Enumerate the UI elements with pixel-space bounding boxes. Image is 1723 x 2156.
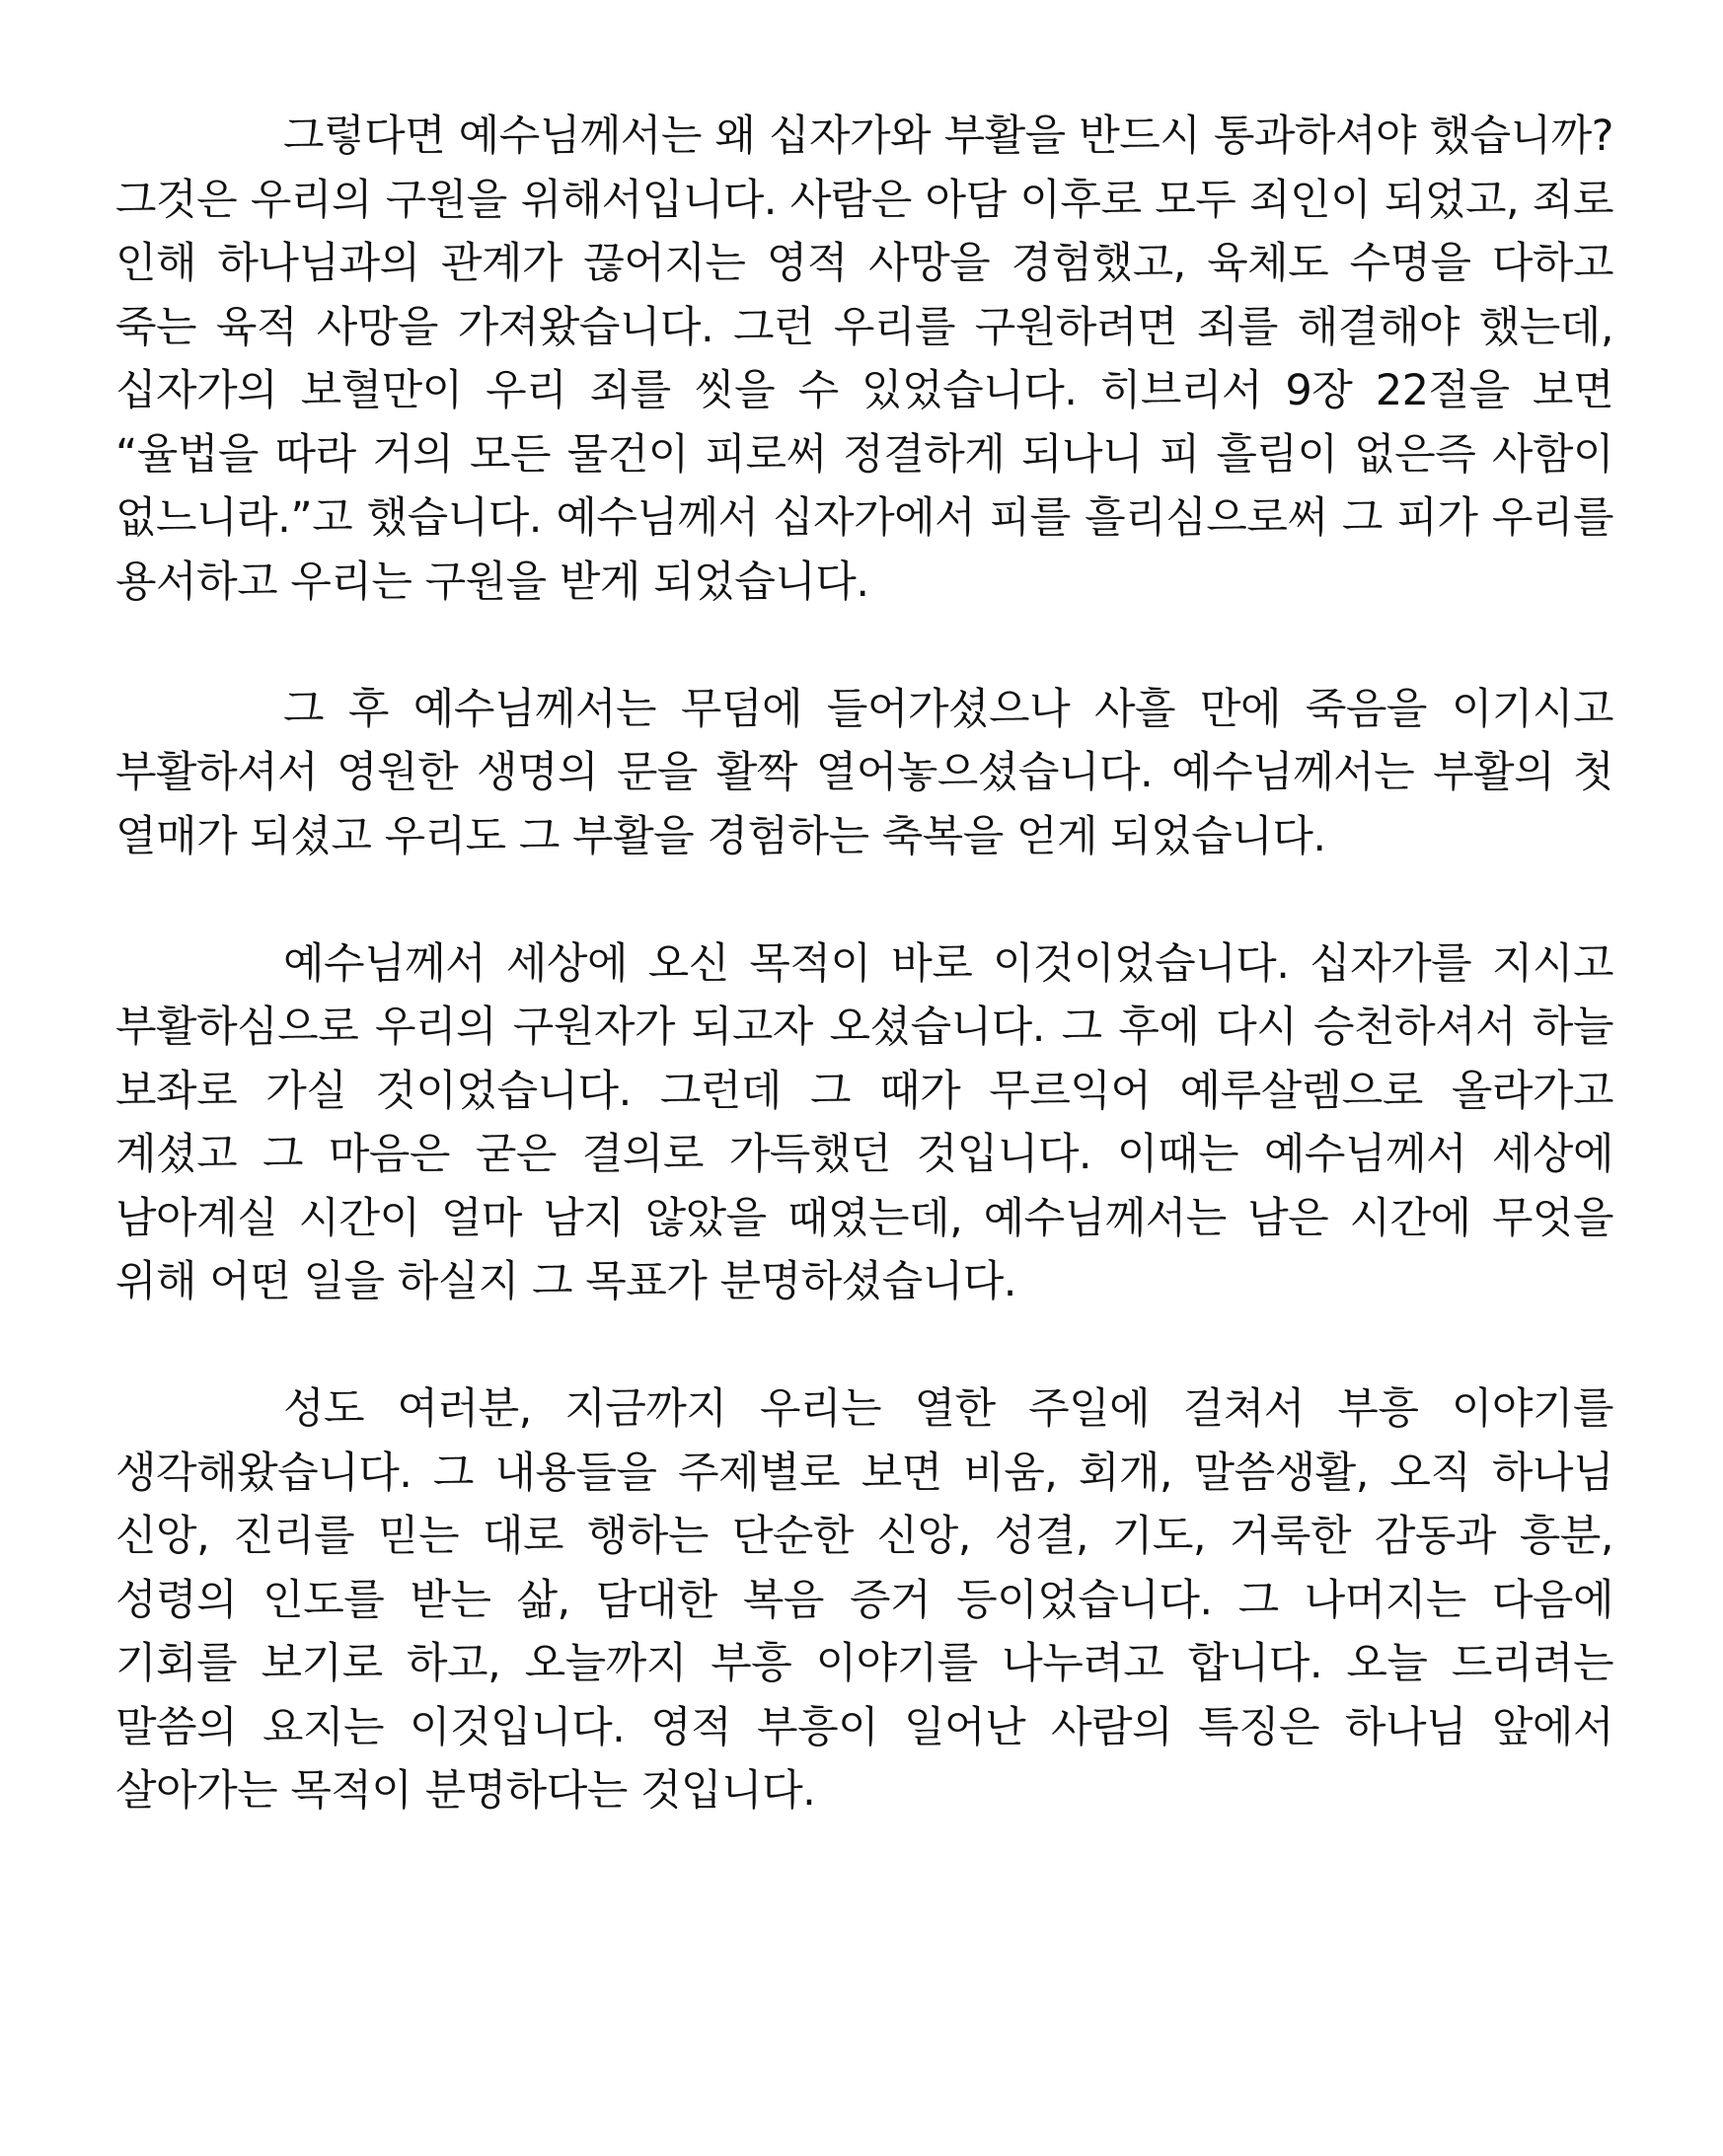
paragraph-revival-summary: 성도 여러분, 지금까지 우리는 열한 주일에 걸쳐서 부흥 이야기를 생각해왔습니다. 그 내용들을 주제별로 보면 비움, 회개, 말씀생활, 오직 하나님 신앙, 진리를 믿는 대로 행하는 단순한 신앙, 성결, 기도, 거룩한 감동과 흥분, 성령의 인도를 받는 삶, 담대한 복음 증거 등이었습니다. 그 나머지는 다음에 기회를 보기로 하고, 오늘까지 부흥 이야기를 나누려고 합니다. 오늘 드리려는 말씀의 요지는 이것입니다. 영적 부흥이 일어난 사람의 특징은 하나님 앞에서 살아가는 목적이 분명하다는 것입니다. bbox=[115, 1384, 1613, 1816]
document-page bbox=[115, 105, 1613, 1823]
paragraph-salvation-through-cross: 그렇다면 예수님께서는 왜 십자가와 부활을 반드시 통과하셔야 했습니까? 그것은 우리의 구원을 위해서입니다. 사람은 아담 이후로 모두 죄인이 되었고, 죄로 인해 하나님과의 관계가 끊어지는 영적 사망을 경험했고, 육체도 수명을 다하고 죽는 육적 사망을 가져왔습니다. 그런 우리를 구원하려면 죄를 해결해야 했는데, 십자가의 보혈만이 우리 죄를 씻을 수 있었습니다. 히브리서 9장 22절을 보면 “율법을 따라 거의 모든 물건이 피로써 정결하게 되나니 피 흘림이 없은즉 사함이 없느니라.”고 했습니다. 예수님께서 십자가에서 피를 흘리심으로써 그 피가 우리를 용서하고 우리는 구원을 받게 되었습니다. bbox=[115, 112, 1613, 607]
paragraph-resurrection: 그 후 예수님께서는 무덤에 들어가셨으나 사흘 만에 죽음을 이기시고 부활하셔서 영원한 생명의 문을 활짝 열어놓으셨습니다. 예수님께서는 부활의 첫 열매가 되셨고 우리도 그 부활을 경험하는 축복을 얻게 되었습니다. bbox=[115, 684, 1613, 861]
paragraph-purpose-of-coming: 예수님께서 세상에 오신 목적이 바로 이것이었습니다. 십자가를 지시고 부활하심으로 우리의 구원자가 되고자 오셨습니다. 그 후에 다시 승천하셔서 하늘 보좌로 가실 것이었습니다. 그런데 그 때가 무르익어 예루살렘으로 올라가고 계셨고 그 마음은 굳은 결의로 가득했던 것입니다. 이때는 예수님께서 세상에 남아계실 시간이 얼마 남지 않았을 때였는데, 예수님께서는 남은 시간에 무엇을 위해 어떤 일을 하실지 그 목표가 분명하셨습니다. bbox=[115, 938, 1613, 1306]
